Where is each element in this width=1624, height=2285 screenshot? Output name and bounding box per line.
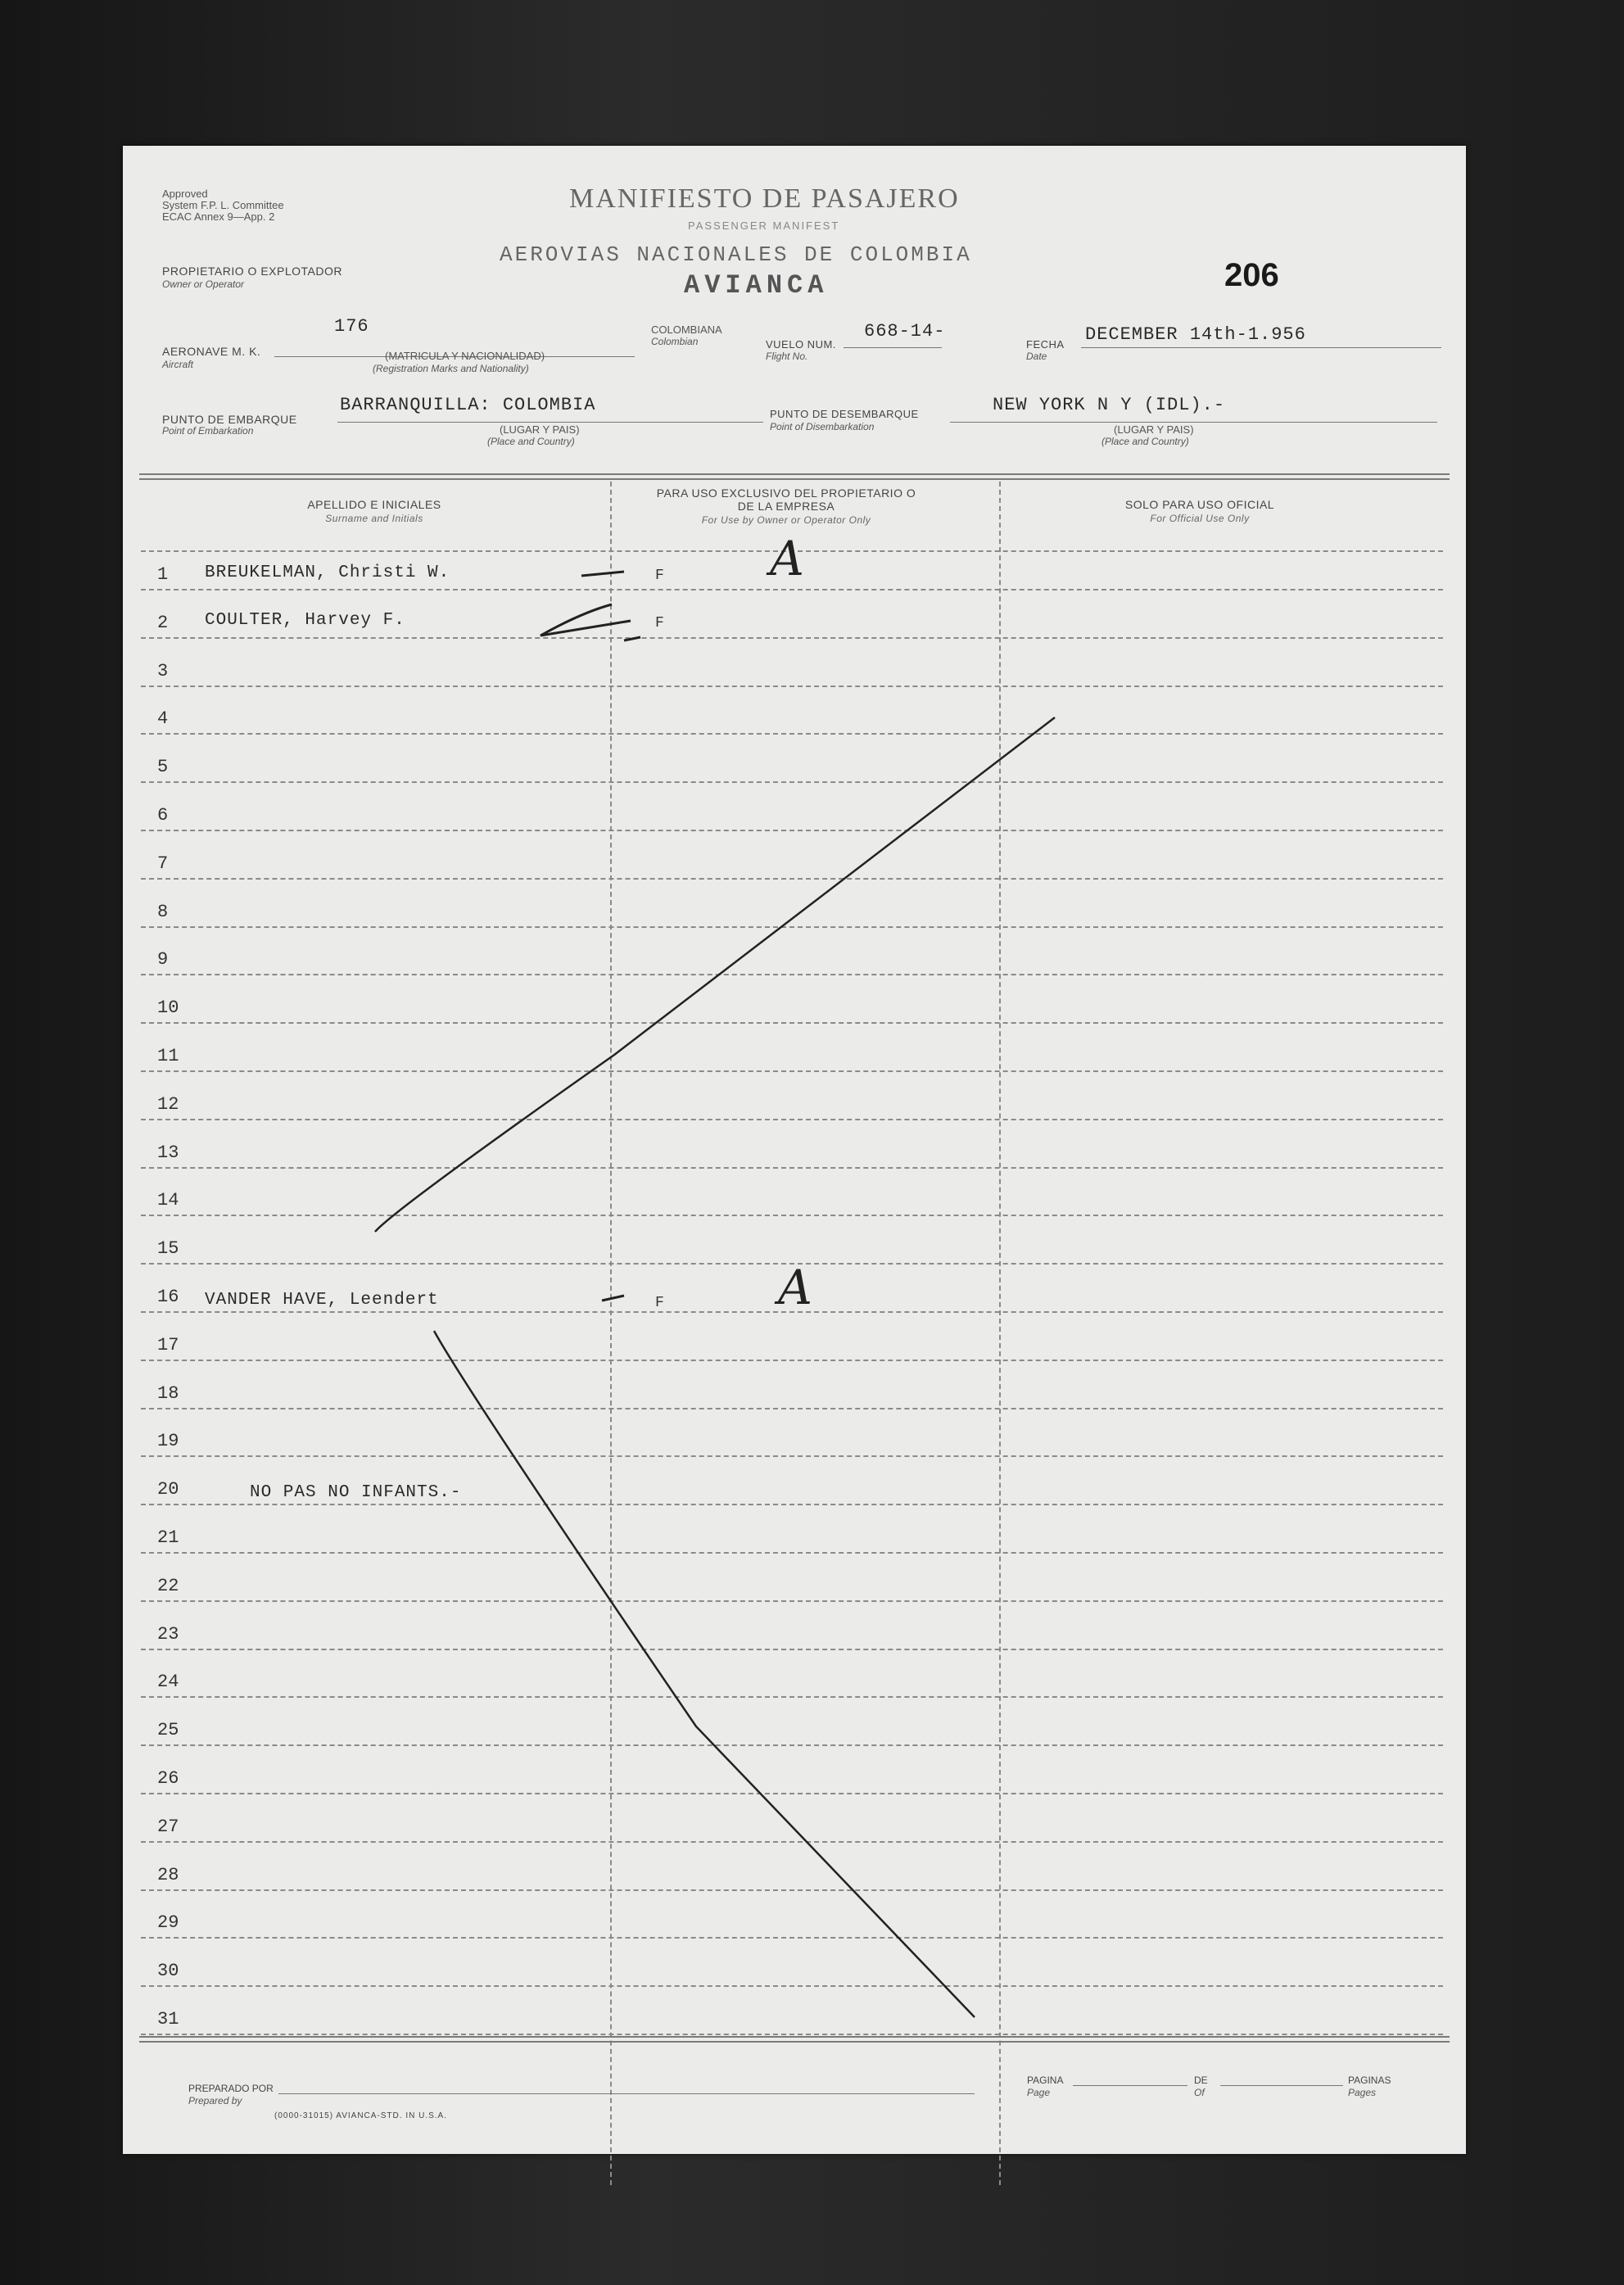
row-number: 11 [157,1046,179,1066]
owner-label-en: Owner or Operator [162,278,245,290]
page-label-en: Page [1027,2087,1051,2098]
aircraft-label-en: Aircraft [162,359,194,370]
company-name: AEROVIAS NACIONALES DE COLOMBIA [500,242,972,267]
column-title-en: Surname and Initials [325,513,423,524]
of-label-en: Of [1194,2087,1205,2098]
approval-line: System F.P. L. Committee [162,199,284,211]
prepared-label: PREPARADO POR [188,2083,274,2094]
table-bottom-rule [139,2036,1450,2038]
date-label-en: Date [1026,351,1047,362]
row-number: 9 [157,949,169,971]
row-number: 10 [157,998,179,1019]
column-title-en: For Official Use Only [1150,513,1250,524]
operator-mark: F [655,568,664,584]
embark-value: BARRANQUILLA: COLOMBIA [340,395,596,415]
company-brand: AVIANCA [684,270,829,301]
registration-label: (MATRICULA Y NACIONALIDAD) [385,350,545,362]
row-number: 22 [157,1575,179,1596]
row-number: 8 [157,901,169,922]
disembark-place-label: (LUGAR Y PAIS) [1114,423,1194,436]
row-number: 7 [157,853,169,874]
row-number: 15 [157,1238,179,1260]
disembark-label-en: Point of Disembarkation [770,421,875,432]
page-underline [1073,2085,1187,2086]
form-title: MANIFIESTO DE PASAJERO [569,183,960,214]
page-label: PAGINA [1027,2075,1064,2086]
approval-line: Approved [162,188,208,200]
pages-label: PAGINAS [1348,2075,1391,2086]
date-label: FECHA [1026,338,1065,351]
column-title: APELLIDO E INICIALES [307,498,441,511]
row-number: 6 [157,805,169,826]
row-number: 17 [157,1334,179,1355]
official-mark: A [778,1260,812,1315]
flight-label: VUELO NUM. [766,338,836,351]
aircraft-label: AERONAVE M. K. [162,345,261,358]
table-bottom-rule [139,2041,1450,2043]
manifest-page [123,146,1466,2154]
registration-label-en: (Registration Marks and Nationality) [373,363,529,374]
row-number: 12 [157,1093,179,1115]
passenger-name: VANDER HAVE, Leendert [205,1291,439,1310]
pages-underline [1220,2085,1343,2086]
column-title-en: For Use by Owner or Operator Only [701,514,871,526]
operator-mark: F [655,615,664,631]
row-number: 18 [157,1382,179,1404]
row-number: 30 [157,1961,179,1982]
prepared-underline [278,2093,975,2094]
approval-line: ECAC Annex 9—App. 2 [162,210,275,223]
disembark-label: PUNTO DE DESEMBARQUE [770,408,919,420]
row-number: 24 [157,1672,179,1693]
disembark-value: NEW YORK N Y (IDL).- [993,395,1226,415]
row-number: 13 [157,1142,179,1163]
embark-place-label: (LUGAR Y PAIS) [500,423,580,436]
column-title: SOLO PARA USO OFICIAL [1124,498,1275,511]
passenger-name: BREUKELMAN, Christi W. [205,563,450,582]
row-number: 25 [157,1720,179,1741]
date-value: DECEMBER 14th-1.956 [1085,324,1306,345]
passenger-name: COULTER, Harvey F. [205,611,405,630]
row-number: 1 [157,564,169,585]
passenger-note: NO PAS NO INFANTS.- [250,1483,462,1502]
row-number: 27 [157,1816,179,1837]
form-title-en: PASSENGER MANIFEST [688,219,840,232]
row-number: 23 [157,1623,179,1645]
row-number: 21 [157,1527,179,1548]
row-number: 19 [157,1431,179,1452]
of-label: DE [1194,2075,1208,2086]
aircraft-value: 176 [334,316,369,337]
flight-label-en: Flight No. [766,351,808,362]
row-number: 4 [157,708,169,730]
nationality-label-en: Colombian [651,336,699,347]
row-number: 5 [157,757,169,778]
disembark-place-label-en: (Place and Country) [1102,436,1189,447]
column-title: PARA USO EXCLUSIVO DEL PROPIETARIO O DE LA EMPRESA [656,486,916,513]
row-number: 29 [157,1912,179,1934]
owner-label: PROPIETARIO O EXPLOTADOR [162,265,342,278]
row-number: 20 [157,1479,179,1500]
flight-number-value: 668-14- [864,321,946,342]
row-number: 26 [157,1768,179,1789]
pages-label-en: Pages [1348,2087,1377,2098]
row-number: 16 [157,1287,179,1307]
embark-place-label-en: (Place and Country) [487,436,575,447]
row-number: 14 [157,1190,179,1211]
prepared-label-en: Prepared by [188,2095,242,2106]
operator-mark: F [655,1295,664,1311]
row-number: 28 [157,1864,179,1885]
official-mark: A [770,531,804,586]
row-number: 3 [157,660,169,681]
pen-strokes [123,146,1466,2154]
row-number: 2 [157,612,169,633]
embark-label: PUNTO DE EMBARQUE [162,413,297,426]
printer-note: (0000-31015) AVIANCA-STD. IN U.S.A. [274,2111,447,2120]
nationality-label: COLOMBIANA [651,324,722,336]
row-number: 31 [157,2009,179,2029]
embark-label-en: Point of Embarkation [162,425,254,437]
page-number: 206 [1224,257,1279,293]
